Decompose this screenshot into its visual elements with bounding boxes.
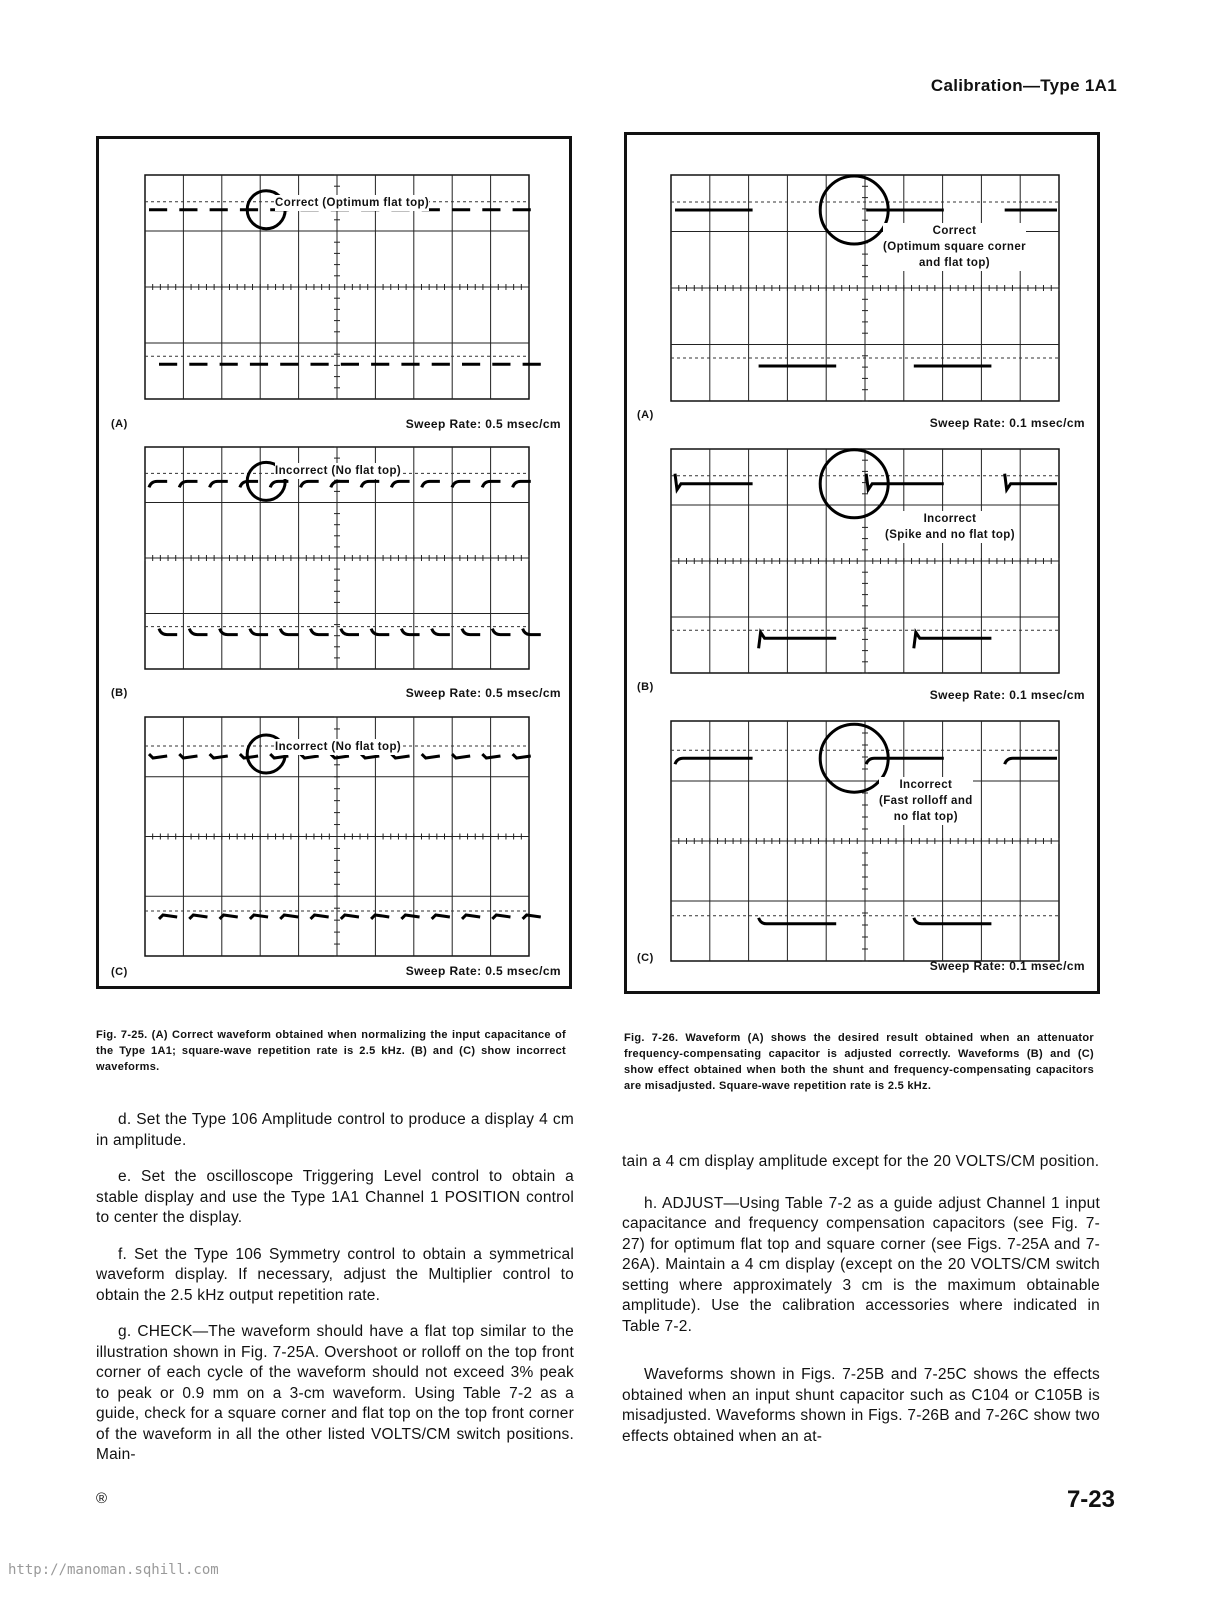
fig25-b-sweep: Sweep Rate: 0.5 msec/cm bbox=[405, 686, 561, 700]
waveforms-paragraph: Waveforms shown in Figs. 7-25B and 7-25C shows the effects obtained when an input shunt capacitor such as C104 or C105B is misadjusted. Waveforms shown in Figs. 7-26B and 7-26C show two effects obtained when an at- bbox=[622, 1366, 1100, 1445]
page-number: 7-23 bbox=[1066, 1486, 1115, 1513]
waveform-trace bbox=[371, 915, 389, 919]
waveform-trace bbox=[220, 915, 238, 919]
waveform-trace bbox=[371, 629, 389, 635]
fig26-b-graticule bbox=[627, 431, 1097, 703]
fig26-c-annotation: Incorrect (Fast rolloff and no flat top) bbox=[879, 779, 973, 823]
waveform-trace bbox=[149, 481, 167, 487]
fig26-panel-c bbox=[627, 703, 1097, 991]
waveform-trace bbox=[361, 481, 379, 487]
step-g: g. CHECK—The waveform should have a flat top similar to the illustration shown in Fig. 7-25A. Overshoot or rolloff on the top front corner of each cycle of the waveform should not exceed 3% peak to peak or 0.9 mm on a 3-cm waveform. Using Table 7-2 as a guide, check for a square corner and flat top on the top front corner of the waveform in all the other listed VOLTS/CM switch positions. Main- bbox=[96, 1323, 574, 1463]
waveform-trace bbox=[452, 754, 470, 758]
fig26-c-label: (C) bbox=[637, 952, 654, 964]
waveform-trace bbox=[189, 915, 207, 919]
waveform-trace bbox=[210, 481, 228, 487]
waveform-trace bbox=[759, 632, 837, 648]
figure-7-25 bbox=[96, 136, 572, 989]
waveform-trace bbox=[280, 629, 298, 635]
fig26-panel-a bbox=[627, 135, 1097, 431]
fig25-c-label: (C) bbox=[111, 966, 128, 978]
figure-7-26 bbox=[624, 132, 1100, 994]
waveform-trace bbox=[422, 481, 440, 487]
waveform-trace bbox=[250, 629, 268, 635]
fig26-a-graticule bbox=[627, 135, 1097, 431]
step-d: d. Set the Type 106 Amplitude control to produce a display 4 cm in amplitude. bbox=[96, 1111, 574, 1149]
waveform-trace bbox=[523, 629, 541, 635]
fig25-a-annotation: Correct (Optimum flat top) bbox=[275, 197, 430, 209]
right-column bbox=[622, 1152, 1100, 1447]
waveform-trace bbox=[179, 754, 197, 758]
waveform-trace bbox=[513, 481, 531, 487]
step-g-continued: tain a 4 cm display amplitude except for the 20 VOLTS/CM position. bbox=[622, 1153, 1100, 1170]
fig25-b-label: (B) bbox=[111, 687, 128, 699]
fig25-caption: Fig. 7-25. (A) Correct waveform obtained when normalizing the input capacitance of the Type 1A1; square-wave repetition rate is 2.5 kHz. (B) and (C) show incorrect waveforms. bbox=[96, 1029, 566, 1073]
waveform-trace bbox=[301, 481, 319, 487]
left-column bbox=[96, 1110, 574, 1466]
waveform-trace bbox=[759, 918, 837, 924]
waveform-trace bbox=[391, 481, 409, 487]
waveform-trace bbox=[675, 758, 753, 764]
waveform-trace bbox=[914, 632, 992, 648]
waveform-trace bbox=[914, 918, 992, 924]
waveform-trace bbox=[401, 629, 419, 635]
fig26-b-sweep: Sweep Rate: 0.1 msec/cm bbox=[929, 688, 1085, 702]
fig25-c-annotation: Incorrect (No flat top) bbox=[275, 741, 402, 753]
watermark-url: http://manoman.sqhill.com bbox=[8, 1562, 219, 1578]
fig26-a-sweep: Sweep Rate: 0.1 msec/cm bbox=[929, 416, 1085, 430]
waveform-trace bbox=[1005, 758, 1057, 764]
fig25-b-annotation: Incorrect (No flat top) bbox=[275, 465, 402, 477]
running-header: Calibration—Type 1A1 bbox=[930, 76, 1117, 95]
waveform-trace bbox=[311, 915, 329, 919]
waveform-trace bbox=[452, 481, 470, 487]
fig26-caption: Fig. 7-26. Waveform (A) shows the desired result obtained when an attenuator frequency-compensating capacitor is adjusted correctly. Waveforms (B) and (C) show effect obtained when both the shunt and frequency-compensating capacitors are misadjusted. Square-wave repetition rate is 2.5 kHz. bbox=[624, 1032, 1094, 1092]
fig26-c-sweep: Sweep Rate: 0.1 msec/cm bbox=[929, 959, 1085, 973]
waveform-trace bbox=[482, 754, 500, 758]
fig25-c-sweep: Sweep Rate: 0.5 msec/cm bbox=[405, 964, 561, 978]
waveform-trace bbox=[492, 915, 510, 919]
waveform-trace bbox=[179, 481, 197, 487]
waveform-trace bbox=[159, 915, 177, 919]
waveform-trace bbox=[513, 754, 531, 758]
waveform-trace bbox=[432, 629, 450, 635]
fig26-panel-b bbox=[627, 431, 1097, 703]
publisher-mark: ® bbox=[96, 1490, 108, 1507]
waveform-trace bbox=[189, 629, 207, 635]
fig26-b-annotation: Incorrect (Spike and no flat top) bbox=[885, 513, 1015, 541]
step-f: f. Set the Type 106 Symmetry control to obtain a symmetrical waveform display. If necessary, adjust the Multiplier control to obtain the 2.5 kHz output repetition rate. bbox=[96, 1245, 574, 1304]
waveform-trace bbox=[159, 629, 177, 635]
waveform-trace bbox=[432, 915, 450, 919]
waveform-trace bbox=[401, 915, 419, 919]
waveform-trace bbox=[149, 754, 167, 758]
fig26-b-label: (B) bbox=[637, 681, 654, 693]
waveform-trace bbox=[492, 629, 510, 635]
fig26-a-annotation: Correct (Optimum square corner and flat top) bbox=[883, 225, 1026, 269]
waveform-trace bbox=[866, 758, 944, 764]
waveform-trace bbox=[462, 915, 480, 919]
fig25-a-sweep: Sweep Rate: 0.5 msec/cm bbox=[405, 417, 561, 431]
waveform-trace bbox=[331, 481, 349, 487]
waveform-trace bbox=[250, 915, 268, 919]
waveform-trace bbox=[220, 629, 238, 635]
waveform-trace bbox=[462, 629, 480, 635]
fig25-panel-b bbox=[99, 429, 569, 699]
waveform-trace bbox=[341, 915, 359, 919]
waveform-trace bbox=[482, 481, 500, 487]
fig25-panel-c bbox=[99, 699, 569, 986]
fig25-a-graticule bbox=[99, 139, 569, 429]
waveform-trace bbox=[523, 915, 541, 919]
fig25-panel-a bbox=[99, 139, 569, 429]
fig25-a-label: (A) bbox=[111, 418, 128, 430]
waveform-trace bbox=[341, 629, 359, 635]
fig26-c-graticule bbox=[627, 703, 1097, 991]
waveform-trace bbox=[311, 629, 329, 635]
step-e: e. Set the oscilloscope Triggering Level control to obtain a stable display and use the Type 1A1 Channel 1 POSITION control to center the display. bbox=[96, 1168, 574, 1226]
step-h: h. ADJUST—Using Table 7-2 as a guide adjust Channel 1 input capacitance and frequency compensation capacitors (see Fig. 7-27) for optimum flat top and square corner (see Figs. 7-25A and 7-26A). Maintain a 4 cm display (except on the 20 VOLTS/CM switch setting where approximately 3 cm is the maximum obtainable amplitude). Use the calibration accessories where indicated in Table 7-2. bbox=[622, 1194, 1100, 1335]
waveform-trace bbox=[422, 754, 440, 758]
fig26-a-label: (A) bbox=[637, 409, 654, 421]
waveform-trace bbox=[280, 915, 298, 919]
waveform-trace bbox=[210, 754, 228, 758]
